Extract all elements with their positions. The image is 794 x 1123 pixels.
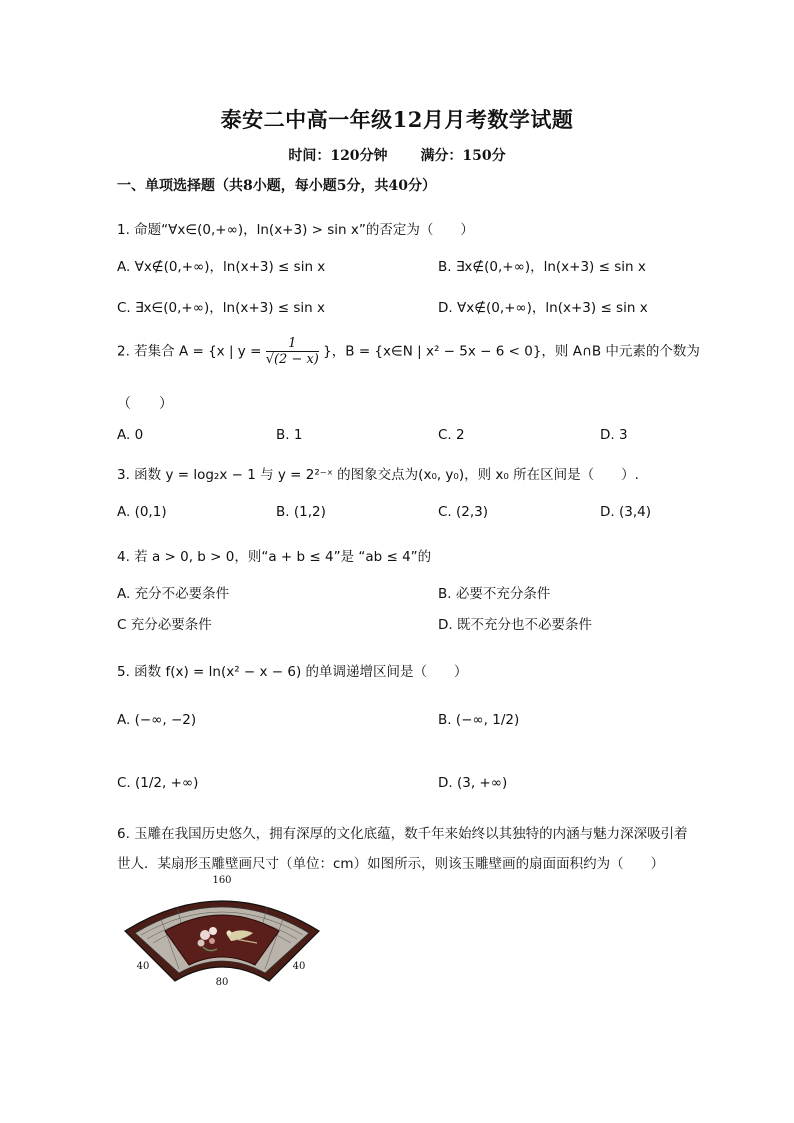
question-3-option-a[interactable]: A. (0,1) bbox=[117, 504, 167, 520]
question-4-option-a[interactable]: A. 充分不必要条件 bbox=[117, 586, 230, 602]
question-2-answer-bracket: （ ） bbox=[117, 396, 173, 412]
label-right-side: 40 bbox=[292, 961, 306, 972]
question-2-option-c[interactable]: C. 2 bbox=[438, 427, 465, 443]
question-2-stem-post: }，B = {x∈N | x² − 5x − 6 < 0}，则 A∩B 中元素的个数为 bbox=[323, 343, 700, 360]
label-arc-bottom: 80 bbox=[215, 977, 229, 988]
question-3-stem: 3. 函数 y = log₂x − 1 与 y = 2²⁻ˣ 的图象交点为(x₀, y₀)，则 x₀ 所在区间是（ ）. bbox=[117, 467, 639, 483]
question-2-option-b[interactable]: B. 1 bbox=[276, 427, 303, 443]
fan-diagram bbox=[117, 873, 327, 988]
question-4-option-d[interactable]: D. 既不充分也不必要条件 bbox=[438, 617, 592, 633]
question-4-option-b[interactable]: B. 必要不充分条件 bbox=[438, 586, 551, 602]
question-3-option-c[interactable]: C. (2,3) bbox=[438, 504, 489, 520]
fan-carving-figure bbox=[117, 873, 327, 992]
question-5-option-d[interactable]: D. (3, +∞) bbox=[438, 775, 508, 791]
label-left-side: 40 bbox=[136, 961, 150, 972]
question-3-option-b[interactable]: B. (1,2) bbox=[276, 504, 326, 520]
label-arc-top: 160 bbox=[212, 875, 232, 886]
question-2-stem-pre: 2. 若集合 A = {x | y = bbox=[117, 343, 266, 360]
question-3-option-d[interactable]: D. (3,4) bbox=[600, 504, 651, 520]
section-heading: 一、单项选择题（共8小题，每小题5分，共40分） bbox=[117, 178, 436, 194]
question-1-stem: 1. 命题“∀x∈(0,+∞)，ln(x+3) > sin x”的否定为（ ） bbox=[117, 222, 474, 238]
question-5-option-a[interactable]: A. (−∞, −2) bbox=[117, 712, 197, 728]
question-2-fraction bbox=[266, 336, 319, 367]
fraction-denominator: √(2 − x) bbox=[265, 352, 319, 367]
question-2-option-a[interactable]: A. 0 bbox=[117, 427, 144, 443]
question-1-option-c[interactable]: C. ∃x∈(0,+∞)，ln(x+3) ≤ sin x bbox=[117, 300, 326, 316]
question-1-option-b[interactable]: B. ∃x∉(0,+∞)，ln(x+3) ≤ sin x bbox=[438, 259, 646, 275]
exam-score: 满分：150分 bbox=[420, 148, 506, 164]
question-4-stem: 4. 若 a > 0, b > 0，则“a + b ≤ 4”是 “ab ≤ 4”的 bbox=[117, 549, 432, 565]
question-5-stem: 5. 函数 f(x) = ln(x² − x − 6) 的单调递增区间是（ ） bbox=[117, 664, 468, 680]
question-1-option-d[interactable]: D. ∀x∉(0,+∞)，ln(x+3) ≤ sin x bbox=[438, 300, 648, 316]
question-4-option-c[interactable]: C 充分必要条件 bbox=[117, 617, 212, 633]
question-6-stem-line-1: 6. 玉雕在我国历史悠久，拥有深厚的文化底蕴，数千年来始终以其独特的内涵与魅力深深吸引着 bbox=[117, 826, 688, 842]
question-2-stem bbox=[117, 336, 700, 367]
exam-time: 时间：120分钟 bbox=[288, 148, 388, 164]
exam-info bbox=[0, 145, 794, 165]
question-5-option-b[interactable]: B. (−∞, 1/2) bbox=[438, 712, 520, 728]
question-5-option-c[interactable]: C. (1/2, +∞) bbox=[117, 775, 199, 791]
question-1-option-a[interactable]: A. ∀x∉(0,+∞)，ln(x+3) ≤ sin x bbox=[117, 259, 326, 275]
page-title: 泰安二中高一年级12月月考数学试题 bbox=[220, 107, 574, 132]
question-2-option-d[interactable]: D. 3 bbox=[600, 427, 628, 443]
fraction-numerator: 1 bbox=[266, 336, 319, 352]
question-6-stem-line-2: 世人．某扇形玉雕壁画尺寸（单位：cm）如图所示，则该玉雕壁画的扇面面积约为（ ） bbox=[117, 856, 665, 872]
